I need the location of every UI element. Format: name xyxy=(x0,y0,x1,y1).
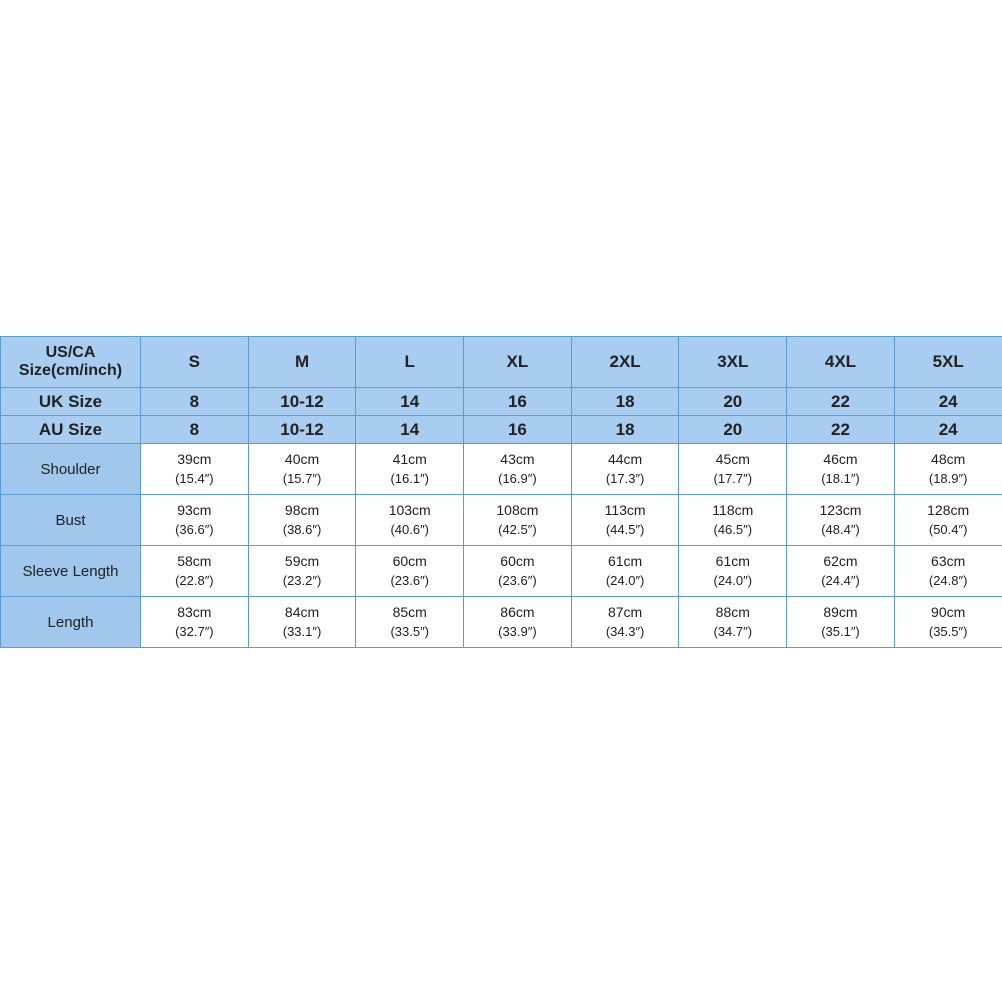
length-l-cm: 85cm xyxy=(392,604,427,621)
length-m-inch: (33.1″) xyxy=(282,623,322,639)
length-s-cm: 83cm xyxy=(177,604,212,621)
header-size-xl: XL xyxy=(464,337,572,388)
row-label-au-size: AU Size xyxy=(1,416,141,444)
length-m-cm: 84cm xyxy=(284,604,320,621)
table-row-length xyxy=(1,597,1002,648)
table-row-au-size xyxy=(1,416,1002,444)
bust-s-cm: 93cm xyxy=(177,502,212,519)
bust-m xyxy=(248,495,356,546)
length-5xl-inch: (35.5″) xyxy=(928,623,968,639)
bust-2xl xyxy=(571,495,679,546)
shoulder-3xl xyxy=(679,444,787,495)
bust-xl-inch: (42.5″) xyxy=(498,521,537,537)
sleeve-4xl xyxy=(787,546,895,597)
shoulder-xl-inch: (16.9″) xyxy=(498,470,537,486)
length-4xl-inch: (35.1″) xyxy=(821,623,860,639)
uk-size-l: 14 xyxy=(356,388,464,416)
header-size-s: S xyxy=(141,337,249,388)
sleeve-m xyxy=(248,546,356,597)
length-xl-inch: (33.9″) xyxy=(498,623,537,639)
header-size-5xl: 5XL xyxy=(894,337,1002,388)
sleeve-4xl-inch: (24.4″) xyxy=(821,572,860,588)
table-row-shoulder xyxy=(1,444,1002,495)
au-size-2xl: 18 xyxy=(571,416,679,444)
uk-size-xl: 16 xyxy=(464,388,572,416)
au-size-3xl: 20 xyxy=(679,416,787,444)
sleeve-m-inch: (23.2″) xyxy=(282,572,322,588)
row-label-length: Length xyxy=(1,597,141,648)
header-size-2xl: 2XL xyxy=(571,337,679,388)
bust-m-cm: 98cm xyxy=(284,502,320,519)
au-size-xl: 16 xyxy=(464,416,572,444)
sleeve-3xl-cm: 61cm xyxy=(715,553,750,570)
bust-xl-cm: 108cm xyxy=(496,502,539,519)
header-size-3xl: 3XL xyxy=(679,337,787,388)
bust-3xl-inch: (46.5″) xyxy=(713,521,753,537)
au-size-s: 8 xyxy=(141,416,249,444)
row-label-sleeve-length: Sleeve Length xyxy=(1,546,141,597)
length-xl-cm: 86cm xyxy=(500,604,535,621)
sleeve-2xl xyxy=(571,546,679,597)
bust-l-inch: (40.6″) xyxy=(390,521,429,537)
sleeve-5xl-cm: 63cm xyxy=(931,553,966,570)
sleeve-s-cm: 58cm xyxy=(177,553,212,570)
shoulder-s-cm: 39cm xyxy=(177,451,212,468)
shoulder-m-cm: 40cm xyxy=(284,451,320,468)
header-corner-line1: US/CA xyxy=(45,343,96,361)
bust-5xl-inch: (50.4″) xyxy=(928,521,968,537)
shoulder-l xyxy=(356,444,464,495)
bust-s xyxy=(141,495,249,546)
bust-xl xyxy=(464,495,572,546)
bust-5xl-cm: 128cm xyxy=(927,502,970,519)
shoulder-2xl-cm: 44cm xyxy=(607,451,643,468)
uk-size-s: 8 xyxy=(141,388,249,416)
length-xl xyxy=(464,597,572,648)
sleeve-xl-cm: 60cm xyxy=(500,553,535,570)
row-label-bust: Bust xyxy=(1,495,141,546)
shoulder-xl xyxy=(464,444,572,495)
shoulder-5xl-inch: (18.9″) xyxy=(928,470,968,486)
length-m xyxy=(248,597,356,648)
length-5xl xyxy=(894,597,1002,648)
bust-l xyxy=(356,495,464,546)
bust-s-inch: (36.6″) xyxy=(175,521,214,537)
sleeve-m-cm: 59cm xyxy=(284,553,320,570)
length-l xyxy=(356,597,464,648)
size-chart-container xyxy=(0,336,1002,648)
bust-3xl-cm: 118cm xyxy=(712,502,754,519)
sleeve-2xl-inch: (24.0″) xyxy=(605,572,645,588)
shoulder-xl-cm: 43cm xyxy=(500,451,535,468)
shoulder-3xl-inch: (17.7″) xyxy=(713,470,753,486)
sleeve-l-cm: 60cm xyxy=(392,553,427,570)
shoulder-4xl xyxy=(787,444,895,495)
shoulder-2xl xyxy=(571,444,679,495)
header-size-4xl: 4XL xyxy=(787,337,895,388)
shoulder-s xyxy=(141,444,249,495)
header-size-m: M xyxy=(248,337,356,388)
shoulder-5xl xyxy=(894,444,1002,495)
length-4xl-cm: 89cm xyxy=(823,604,858,621)
header-size-l: L xyxy=(356,337,464,388)
uk-size-m: 10-12 xyxy=(248,388,356,416)
shoulder-m-inch: (15.7″) xyxy=(282,470,322,486)
row-label-shoulder: Shoulder xyxy=(1,444,141,495)
header-corner-line2: Size(cm/inch) xyxy=(18,362,123,379)
uk-size-4xl: 22 xyxy=(787,388,895,416)
bust-4xl xyxy=(787,495,895,546)
shoulder-4xl-inch: (18.1″) xyxy=(821,470,860,486)
sleeve-4xl-cm: 62cm xyxy=(823,553,858,570)
length-2xl-inch: (34.3″) xyxy=(605,623,645,639)
sleeve-2xl-cm: 61cm xyxy=(607,553,643,570)
length-s xyxy=(141,597,249,648)
bust-4xl-inch: (48.4″) xyxy=(821,521,860,537)
shoulder-l-cm: 41cm xyxy=(392,451,427,468)
length-2xl xyxy=(571,597,679,648)
length-s-inch: (32.7″) xyxy=(175,623,214,639)
au-size-5xl: 24 xyxy=(894,416,1002,444)
bust-3xl xyxy=(679,495,787,546)
sleeve-l xyxy=(356,546,464,597)
sleeve-s-inch: (22.8″) xyxy=(175,572,214,588)
bust-m-inch: (38.6″) xyxy=(282,521,322,537)
sleeve-5xl xyxy=(894,546,1002,597)
length-3xl xyxy=(679,597,787,648)
table-row-sleeve-length xyxy=(1,546,1002,597)
bust-l-cm: 103cm xyxy=(388,502,431,519)
shoulder-l-inch: (16.1″) xyxy=(390,470,429,486)
bust-4xl-cm: 123cm xyxy=(819,502,862,519)
bust-5xl xyxy=(894,495,1002,546)
table-row-bust xyxy=(1,495,1002,546)
uk-size-3xl: 20 xyxy=(679,388,787,416)
shoulder-4xl-cm: 46cm xyxy=(823,451,858,468)
row-label-uk-size: UK Size xyxy=(1,388,141,416)
length-3xl-cm: 88cm xyxy=(715,604,750,621)
table-row-header xyxy=(1,337,1002,388)
length-5xl-cm: 90cm xyxy=(931,604,966,621)
shoulder-3xl-cm: 45cm xyxy=(715,451,750,468)
au-size-4xl: 22 xyxy=(787,416,895,444)
length-l-inch: (33.5″) xyxy=(390,623,429,639)
sleeve-5xl-inch: (24.8″) xyxy=(928,572,968,588)
sleeve-xl-inch: (23.6″) xyxy=(498,572,537,588)
shoulder-5xl-cm: 48cm xyxy=(931,451,966,468)
uk-size-2xl: 18 xyxy=(571,388,679,416)
shoulder-s-inch: (15.4″) xyxy=(175,470,214,486)
header-corner-cell xyxy=(1,337,141,388)
sleeve-l-inch: (23.6″) xyxy=(390,572,429,588)
length-3xl-inch: (34.7″) xyxy=(713,623,753,639)
au-size-l: 14 xyxy=(356,416,464,444)
sleeve-3xl-inch: (24.0″) xyxy=(713,572,753,588)
size-chart-table xyxy=(0,336,1002,648)
shoulder-m xyxy=(248,444,356,495)
sleeve-3xl xyxy=(679,546,787,597)
shoulder-2xl-inch: (17.3″) xyxy=(605,470,645,486)
length-2xl-cm: 87cm xyxy=(607,604,643,621)
au-size-m: 10-12 xyxy=(248,416,356,444)
bust-2xl-inch: (44.5″) xyxy=(605,521,645,537)
table-row-uk-size xyxy=(1,388,1002,416)
sleeve-xl xyxy=(464,546,572,597)
uk-size-5xl: 24 xyxy=(894,388,1002,416)
length-4xl xyxy=(787,597,895,648)
sleeve-s xyxy=(141,546,249,597)
bust-2xl-cm: 113cm xyxy=(604,502,646,519)
